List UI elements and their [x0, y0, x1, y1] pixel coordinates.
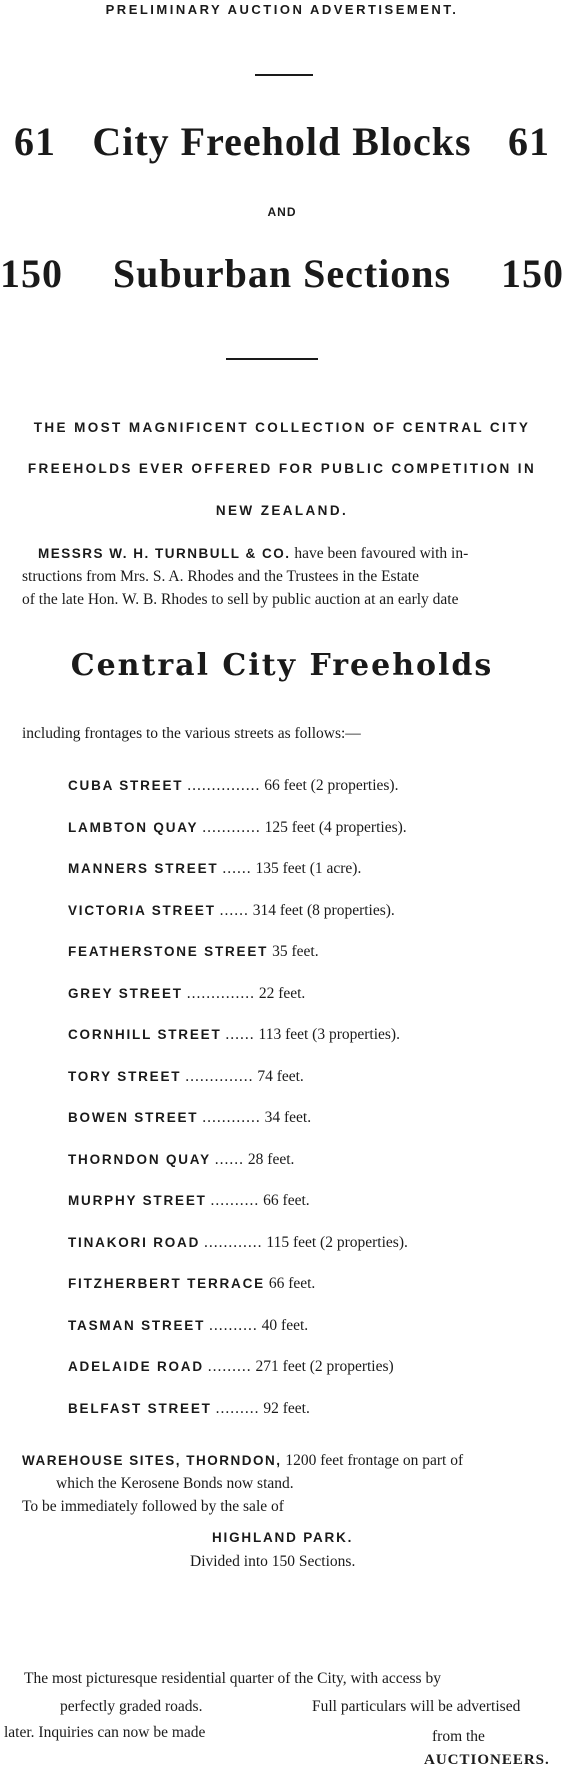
headline-conjunction: AND — [267, 205, 297, 219]
street-row — [68, 777, 398, 795]
street-row — [68, 1151, 294, 1169]
street-row — [68, 860, 361, 878]
street-name: TINAKORI ROAD — [68, 1235, 201, 1250]
headline-num-right-150: 150 — [501, 251, 564, 296]
street-name: BOWEN STREET — [68, 1110, 199, 1125]
street-leader-dots: ...... — [219, 902, 249, 919]
street-row — [68, 1234, 408, 1252]
street-frontage: 28 feet. — [247, 1151, 295, 1168]
street-leader-dots: ...... — [225, 1026, 255, 1043]
closing-line-3-right: from the — [432, 1728, 485, 1745]
announcement-line-2: structions from Mrs. S. A. Rhodes and the Trustees in the Estate — [22, 568, 419, 585]
street-frontage: 135 feet (1 acre). — [255, 860, 362, 877]
street-row — [68, 902, 395, 920]
street-frontage: 40 feet. — [261, 1317, 309, 1334]
street-frontage: 22 feet. — [258, 985, 306, 1002]
announcement-line-3: of the late Hon. W. B. Rhodes to sell by public auction at an early date — [22, 591, 459, 608]
street-frontage: 92 feet. — [263, 1400, 310, 1417]
headline-num-right-61: 61 — [508, 119, 550, 164]
street-name: TASMAN STREET — [68, 1318, 206, 1333]
street-frontage: 74 feet. — [257, 1068, 304, 1085]
street-row — [68, 1026, 400, 1044]
street-name: CUBA STREET — [68, 778, 184, 793]
announcement-line-1-rest: have been favoured with in- — [294, 545, 469, 562]
street-name: VICTORIA STREET — [68, 903, 216, 918]
street-name: FITZHERBERT TERRACE — [68, 1276, 265, 1291]
street-frontage: 35 feet. — [272, 943, 319, 960]
street-leader-dots: ............... — [187, 777, 261, 794]
warehouse-line-2: which the Kerosene Bonds now stand. — [56, 1475, 294, 1492]
street-frontage: 115 feet (2 properties). — [266, 1234, 408, 1251]
closing-line-1: The most picturesque residential quarter of the City, with access by — [24, 1670, 441, 1687]
closing-line-3-left: later. Inquiries can now be made — [4, 1724, 206, 1741]
announcement-line-1 — [38, 545, 468, 563]
frontages-intro: including frontages to the various streets as follows:— — [22, 725, 361, 742]
street-leader-dots: ...... — [222, 860, 252, 877]
section-title: Central City Freeholds — [70, 648, 494, 683]
street-name: MANNERS STREET — [68, 861, 219, 876]
street-row — [68, 985, 305, 1003]
street-name: LAMBTON QUAY — [68, 820, 199, 835]
closing-line-2-left: perfectly graded roads. — [60, 1698, 203, 1715]
intro-line-2: FREEHOLDS EVER OFFERED FOR PUBLIC COMPETITION IN — [27, 461, 537, 476]
header-divider — [255, 74, 313, 76]
street-frontage: 34 feet. — [264, 1109, 312, 1126]
closing-auctioneers: AUCTIONEERS. — [424, 1752, 550, 1768]
street-leader-dots: ......... — [215, 1400, 260, 1417]
street-leader-dots: .......... — [209, 1317, 258, 1334]
street-name: CORNHILL STREET — [68, 1027, 222, 1042]
warehouse-line-1 — [22, 1452, 463, 1470]
warehouse-line-1-rest: 1200 feet frontage on part of — [285, 1452, 464, 1469]
street-row — [68, 943, 319, 961]
street-frontage: 271 feet (2 properties) — [255, 1358, 394, 1375]
street-name: MURPHY STREET — [68, 1193, 207, 1208]
street-leader-dots: .......... — [210, 1192, 260, 1209]
highland-park-label: HIGHLAND PARK. — [212, 1530, 354, 1545]
street-name: BELFAST STREET — [68, 1401, 212, 1416]
closing-line-2-right: Full particulars will be advertised — [312, 1698, 521, 1715]
street-name: FEATHERSTONE STREET — [68, 944, 269, 959]
auctioneer-firm-name: MESSRS W. H. TURNBULL & CO. — [38, 546, 291, 561]
street-leader-dots: .............. — [186, 985, 255, 1002]
street-name: GREY STREET — [68, 986, 183, 1001]
street-row — [68, 1358, 394, 1376]
advert-header: PRELIMINARY AUCTION ADVERTISEMENT. — [105, 2, 459, 17]
headline-divider — [226, 358, 318, 360]
street-name: ADELAIDE ROAD — [68, 1359, 204, 1374]
headline-num-left-61: 61 — [14, 119, 56, 164]
street-row — [68, 1109, 311, 1127]
street-frontage: 125 feet (4 properties). — [264, 819, 407, 836]
street-frontage: 66 feet. — [263, 1192, 310, 1209]
street-frontage: 113 feet (3 properties). — [258, 1026, 400, 1043]
street-frontage: 66 feet (2 properties). — [264, 777, 399, 794]
headline-city-blocks — [0, 118, 564, 165]
street-row — [68, 1068, 304, 1086]
street-row — [68, 1400, 310, 1418]
headline-suburban-text: Suburban Sections — [112, 251, 452, 296]
street-leader-dots: .............. — [185, 1068, 254, 1085]
headline-num-left-150: 150 — [0, 251, 63, 296]
divided-line: Divided into 150 Sections. — [190, 1553, 356, 1570]
street-name: THORNDON QUAY — [68, 1152, 211, 1167]
intro-line-1: THE MOST MAGNIFICENT COLLECTION OF CENTRAL CITY — [33, 420, 531, 435]
followed-line: To be immediately followed by the sale of — [22, 1498, 284, 1515]
street-name: TORY STREET — [68, 1069, 182, 1084]
headline-suburban-sections — [0, 250, 564, 297]
street-frontage: 314 feet (8 properties). — [252, 902, 395, 919]
street-leader-dots: ............ — [204, 1234, 263, 1251]
warehouse-sites-label: WAREHOUSE SITES, THORNDON, — [22, 1453, 282, 1468]
street-row — [68, 819, 407, 837]
street-frontage: 66 feet. — [268, 1275, 316, 1292]
intro-line-3: NEW ZEALAND. — [215, 503, 349, 518]
street-row — [68, 1275, 315, 1293]
street-leader-dots: ......... — [207, 1358, 252, 1375]
street-leader-dots: ...... — [214, 1151, 245, 1168]
headline-city-text: City Freehold Blocks — [92, 119, 472, 164]
street-row — [68, 1192, 310, 1210]
street-leader-dots: ............ — [202, 819, 261, 836]
street-leader-dots: ............ — [202, 1109, 261, 1126]
street-row — [68, 1317, 308, 1335]
